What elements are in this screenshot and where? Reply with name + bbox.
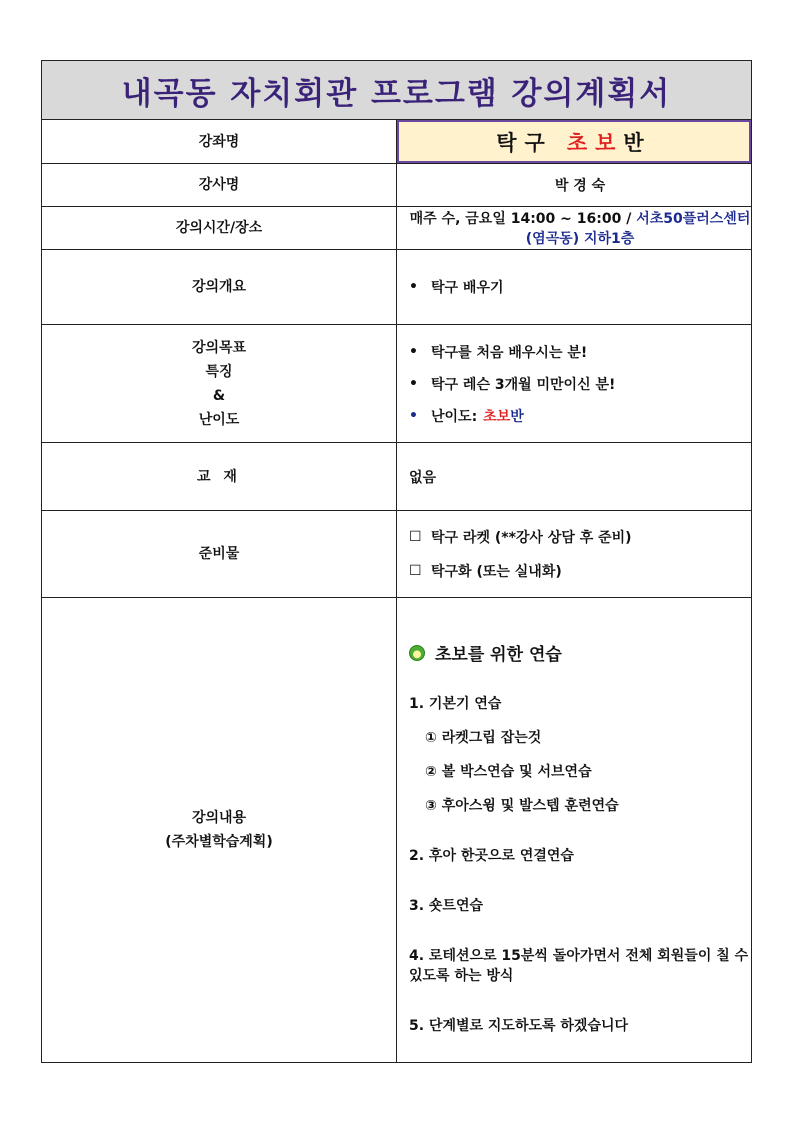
schedule-value [397, 207, 752, 250]
difficulty-level-blue: 반 [510, 408, 524, 425]
section-title: 초보를 위한 연습 [435, 645, 562, 665]
section-heading [409, 640, 751, 665]
instructor-name: 박 경 숙 [397, 164, 752, 207]
schedule-time: 매주 수, 금요일 14:00 ~ 16:00 / [409, 211, 632, 227]
course-name-part3: 반 [623, 130, 652, 155]
bullet-dot: • [409, 407, 418, 424]
difficulty-level-red: 초보 [483, 408, 511, 425]
plan-subitem: ③ 후아스윙 및 발스텝 훈련연습 [425, 798, 619, 814]
title-row [42, 61, 752, 120]
overview-bullet [409, 277, 751, 297]
instructor-label: 강사명 [42, 164, 397, 207]
bullet-dot: • [409, 279, 418, 295]
instructor-row [42, 164, 752, 207]
document-title: 내곡동 자치회관 프로그램 강의계획서 [121, 75, 672, 112]
plan-subitem: ② 볼 박스연습 및 서브연습 [425, 764, 592, 780]
bullet-dot: • [409, 343, 418, 360]
checkbox-icon: ☐ [409, 563, 422, 579]
bullet-dot: • [409, 375, 418, 392]
overview-text: 탁구 배우기 [431, 280, 504, 296]
goals-value [397, 325, 752, 443]
difficulty-prefix: 난이도: [431, 408, 478, 425]
content-label-line: 강의내용 [191, 810, 247, 826]
goals-label-line: & [212, 387, 226, 404]
goal-text: 탁구 레슨 3개월 미만이신 분! [431, 376, 616, 393]
textbook-value: 없음 [397, 443, 752, 511]
lecture-plan-table [41, 60, 752, 1063]
green-circle-icon [409, 645, 425, 661]
material-text: 탁구 라켓 (**강사 상담 후 준비) [431, 530, 632, 546]
plan-item: 2. 후아 한곳으로 연결연습 [409, 848, 574, 864]
goals-label-line: 강의목표 [191, 339, 247, 356]
plan-item: 3. 숏트연습 [409, 898, 484, 914]
overview-row [42, 250, 752, 325]
course-row [42, 120, 752, 164]
plan-item: 5. 단계별로 지도하도록 하겠습니다 [409, 1018, 629, 1034]
content-label [42, 598, 397, 1063]
plan-item: 4. 로테션으로 15분씩 돌아가면서 전체 회원들이 칠 수 있도록 하는 방식 [409, 948, 749, 984]
course-name-part2: 초보 [566, 130, 624, 155]
materials-label: 준비물 [42, 511, 397, 598]
goal-bullet [409, 342, 751, 362]
material-item [409, 527, 751, 547]
materials-value [397, 511, 752, 598]
difficulty-bullet [409, 406, 751, 426]
goals-label-line: 특징 [205, 363, 233, 380]
content-value [397, 598, 752, 1063]
textbook-label: 교 재 [42, 443, 397, 511]
schedule-place: 서초50플러스센터(염곡동) 지하1층 [525, 211, 751, 247]
course-name-part1: 탁구 [496, 130, 553, 155]
schedule-row [42, 207, 752, 250]
course-value-cell [397, 120, 752, 164]
material-item [409, 561, 751, 581]
lecture-plan-sheet [41, 60, 752, 1063]
goals-row [42, 325, 752, 443]
materials-row [42, 511, 752, 598]
textbook-row [42, 443, 752, 511]
goal-text: 탁구를 처음 배우시는 분! [431, 344, 588, 361]
goals-label-line: 난이도 [198, 411, 240, 428]
overview-value [397, 250, 752, 325]
plan-item: 1. 기본기 연습 [409, 696, 502, 712]
content-label-line: (주차별학습계획) [165, 834, 273, 850]
goal-bullet [409, 374, 751, 394]
content-row [42, 598, 752, 1063]
title-cell [42, 61, 752, 120]
material-text: 탁구화 (또는 실내화) [431, 564, 562, 580]
checkbox-icon: ☐ [409, 529, 422, 545]
plan-subitem: ① 라켓그립 잡는것 [425, 730, 542, 746]
goals-label [42, 325, 397, 443]
overview-label: 강의개요 [42, 250, 397, 325]
course-label: 강좌명 [42, 120, 397, 164]
schedule-label: 강의시간/장소 [42, 207, 397, 250]
course-name-box [397, 120, 751, 163]
